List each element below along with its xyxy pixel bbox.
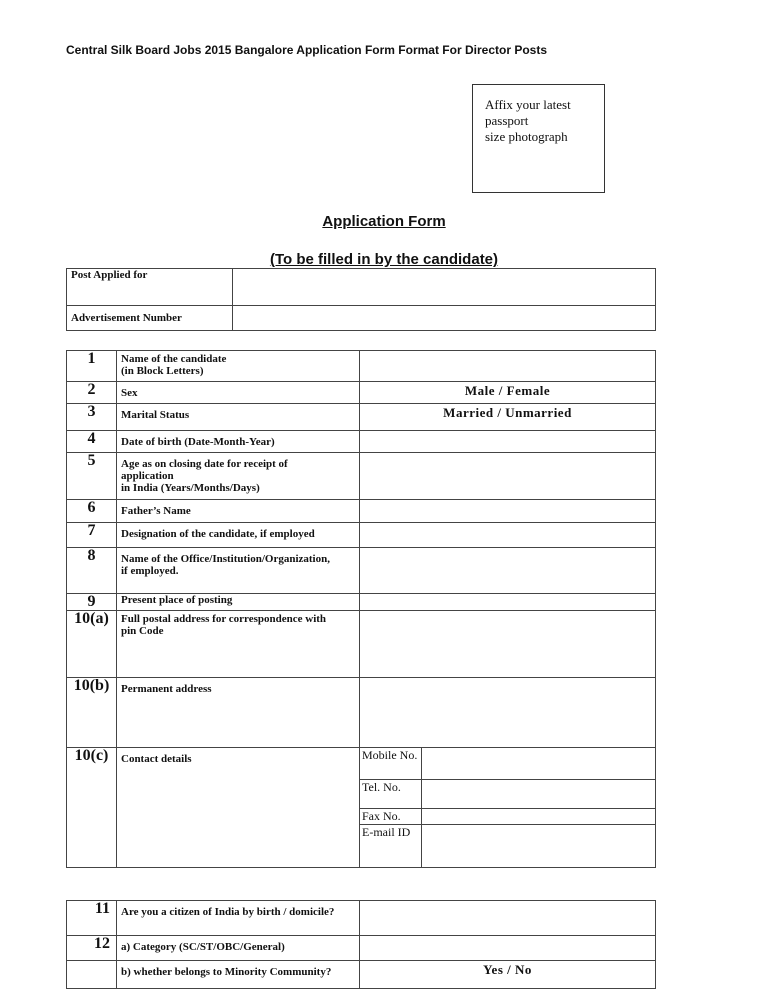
row-label: application: [121, 470, 174, 482]
row-label: in India (Years/Months/Days): [121, 482, 260, 494]
row-value-field[interactable]: [360, 431, 656, 453]
row-label: Present place of posting: [121, 594, 233, 606]
row-value-field[interactable]: [360, 500, 656, 523]
row-label: a) Category (SC/ST/OBC/General): [117, 936, 360, 961]
contact-field-input[interactable]: [422, 780, 656, 809]
row-value-field[interactable]: [360, 453, 656, 500]
table-row: [67, 453, 656, 500]
row-label-cell: [117, 594, 360, 611]
advertisement-number-label: Advertisement Number: [67, 306, 233, 331]
row-value-field[interactable]: Yes / No: [360, 961, 656, 989]
post-table: [66, 268, 656, 331]
form-subheading: (To be filled in by the candidate): [269, 251, 499, 268]
table-row: [67, 961, 656, 989]
row-value-field[interactable]: [360, 594, 656, 611]
row-label: Sex: [121, 387, 138, 399]
row-number: 1: [67, 351, 117, 382]
row-label: Designation of the candidate, if employed: [121, 528, 315, 540]
row-number: 10(a): [67, 611, 117, 678]
table-row: [67, 523, 656, 548]
row-label-cell: [117, 351, 360, 382]
photo-box: [472, 84, 605, 193]
row-label: Are you a citizen of India by birth / domicile?: [117, 901, 360, 936]
row-label: if employed.: [121, 565, 179, 577]
contact-field-label: E-mail ID: [360, 825, 422, 868]
row-label: Name of the Office/Institution/Organization,: [121, 553, 330, 565]
contact-field-label: Mobile No.: [360, 748, 422, 780]
contact-field-input[interactable]: [422, 809, 656, 825]
post-applied-label: Post Applied for: [67, 269, 233, 306]
citizenship-table: [66, 900, 656, 989]
row-label-cell: [117, 548, 360, 594]
row-value-field[interactable]: [360, 548, 656, 594]
table-row: [67, 351, 656, 382]
row-label: Marital Status: [121, 409, 190, 421]
details-table: [66, 350, 656, 868]
table-row: [67, 678, 656, 748]
post-applied-field[interactable]: [233, 269, 656, 306]
contact-field-label: Tel. No.: [360, 780, 422, 809]
row-label: Permanent address: [121, 683, 212, 695]
row-value-field[interactable]: [360, 611, 656, 678]
contact-label: Contact details: [117, 748, 360, 868]
row-label-cell: [117, 382, 360, 404]
row-number: 7: [67, 523, 117, 548]
table-row: [67, 936, 656, 961]
row-number: 2: [67, 382, 117, 404]
table-row: [67, 382, 656, 404]
row-label: Full postal address for correspondence with: [121, 613, 327, 625]
row-label: Date of birth (Date-Month-Year): [121, 436, 275, 448]
contact-field-label: Fax No.: [360, 809, 422, 825]
row-label: (in Block Letters): [121, 365, 204, 377]
contact-field-input[interactable]: [422, 748, 656, 780]
document-title: Central Silk Board Jobs 2015 Bangalore Application Form Format For Director Posts: [66, 43, 547, 57]
row-value-field[interactable]: [360, 678, 656, 748]
row-label-cell: [117, 500, 360, 523]
row-value-field[interactable]: [360, 523, 656, 548]
row-number: 9: [67, 594, 117, 611]
row-number: 4: [67, 431, 117, 453]
row-number: 10(c): [67, 748, 117, 868]
row-number: 8: [67, 548, 117, 594]
row-value-field[interactable]: [360, 936, 656, 961]
row-number: 6: [67, 500, 117, 523]
table-row: [67, 500, 656, 523]
row-number: 5: [67, 453, 117, 500]
row-value-field[interactable]: [360, 351, 656, 382]
row-label: b) whether belongs to Minority Community?: [117, 961, 360, 989]
row-label-cell: [117, 678, 360, 748]
row-label: Age as on closing date for receipt of: [121, 458, 288, 470]
table-row: [67, 594, 656, 611]
row-number: 12: [67, 936, 117, 961]
row-label: Father’s Name: [121, 505, 191, 517]
table-row: [67, 901, 656, 936]
row-number: [67, 961, 117, 989]
row-number: 3: [67, 404, 117, 431]
row-label-cell: [117, 611, 360, 678]
row-label: Name of the candidate: [121, 353, 227, 365]
contact-row: [67, 748, 656, 780]
row-label: pin Code: [121, 625, 164, 637]
row-number: 10(b): [67, 678, 117, 748]
photo-text: Affix your latest: [485, 97, 571, 112]
contact-field-input[interactable]: [422, 825, 656, 868]
table-row: [67, 431, 656, 453]
row-label-cell: [117, 453, 360, 500]
form-heading: Application Form: [322, 213, 446, 230]
row-label-cell: [117, 431, 360, 453]
row-value-field[interactable]: [360, 901, 656, 936]
table-row: [67, 611, 656, 678]
photo-text: passport: [485, 113, 529, 128]
row-label-cell: [117, 523, 360, 548]
row-label-cell: [117, 404, 360, 431]
table-row: [67, 548, 656, 594]
row-value-field[interactable]: Male / Female: [360, 382, 656, 404]
photo-text: size photograph: [485, 129, 568, 144]
advertisement-number-field[interactable]: [233, 306, 656, 331]
table-row: [67, 404, 656, 431]
row-value-field[interactable]: Married / Unmarried: [360, 404, 656, 431]
row-number: 11: [67, 901, 117, 936]
